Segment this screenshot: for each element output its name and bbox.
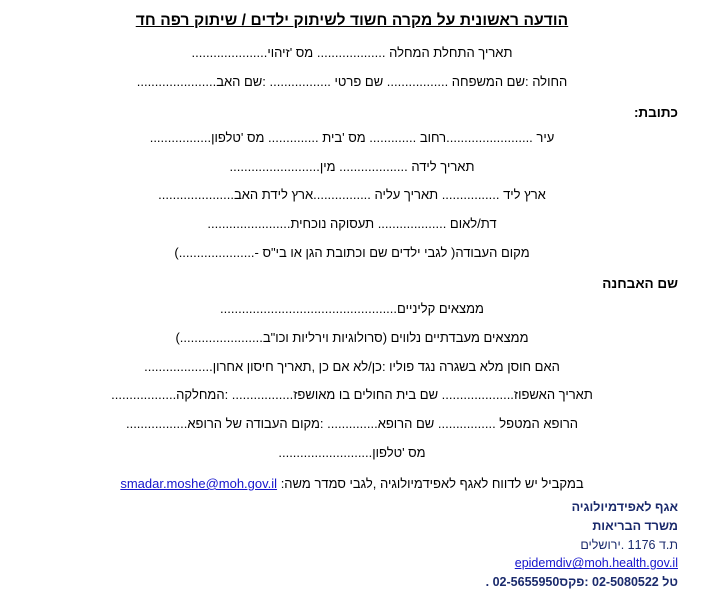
field-birthdate-gender: תאריך לידה ................... מין......................... [229,158,475,174]
field-clinical-findings: ממצאים קליניים................................................. [220,300,484,316]
field-city-street-house-phone: עיר ........................רחוב ............. מס 'בית .............. מס 'טלפון................. [149,129,555,145]
smadar-email-link[interactable]: smadar.moshe@moh.gov.il [120,475,278,491]
page-title: הודעה ראשונית על מקרה חשוד לשיתוק ילדים / שיתוק רפה חד [135,12,569,29]
footer-ministry: משרד הבריאות [592,518,678,533]
field-phone-number: מס 'טלפון.......................... [278,445,426,461]
epidemiology-report-note-text: במקביל יש לדווח לאגף לאפידמיולוגיה ,לגבי סמדר משה: [280,475,584,491]
field-lab-findings: ממצאים מעבדתיים נלווים (סרולוגיות וירליות וכו"ב.......................) [175,329,529,345]
field-hospitalization: תאריך האשפוז.................... שם בית החולים בו מאושפז................. :המחלקה.................. [111,387,593,403]
field-workplace-or-school: מקום העבודה( לגבי ילדים שם וכתובת הגן או בי"ס -.....................) [174,245,530,261]
field-polio-vaccination: האם חוסן מלא בשגרה נגד פוליו :כן/לא אם כן ,תאריך חיסון אחרון................... [144,358,560,374]
field-religion-occupation: דת/לאום ................... תעסוקה נוכחית....................... [207,216,497,232]
footer-department: אגף לאפידמיולוגיה [571,500,678,514]
footer-email-link[interactable]: epidemdiv@moh.health.gov.il [514,556,678,571]
footer-phone-fax: טל 02-5080522 :פקס02-5655950 . [485,575,678,589]
field-birth-country-immigration: ארץ ליד ................ תאריך עליה ................ארץ לידת האב..................... [158,187,546,203]
footer-po-box: ת.ד 1176 .ירושלים [580,537,678,552]
section-heading-diagnosis: שם האבחנה [602,275,678,291]
field-treating-physician: הרופא המטפל ................ שם הרופא.............. :מקום העבודה של הרופא................. [125,416,579,432]
field-patient-name: החולה :שם המשפחה ................. שם פרטי ................. :שם האב...................... [136,73,568,89]
field-illness-start-date: תאריך התחלת המחלה ................... מס 'זיהוי..................... [191,45,513,60]
section-heading-address: כתובת: [633,104,678,120]
epidemiology-report-note [26,476,678,491]
footer-block [486,498,678,592]
